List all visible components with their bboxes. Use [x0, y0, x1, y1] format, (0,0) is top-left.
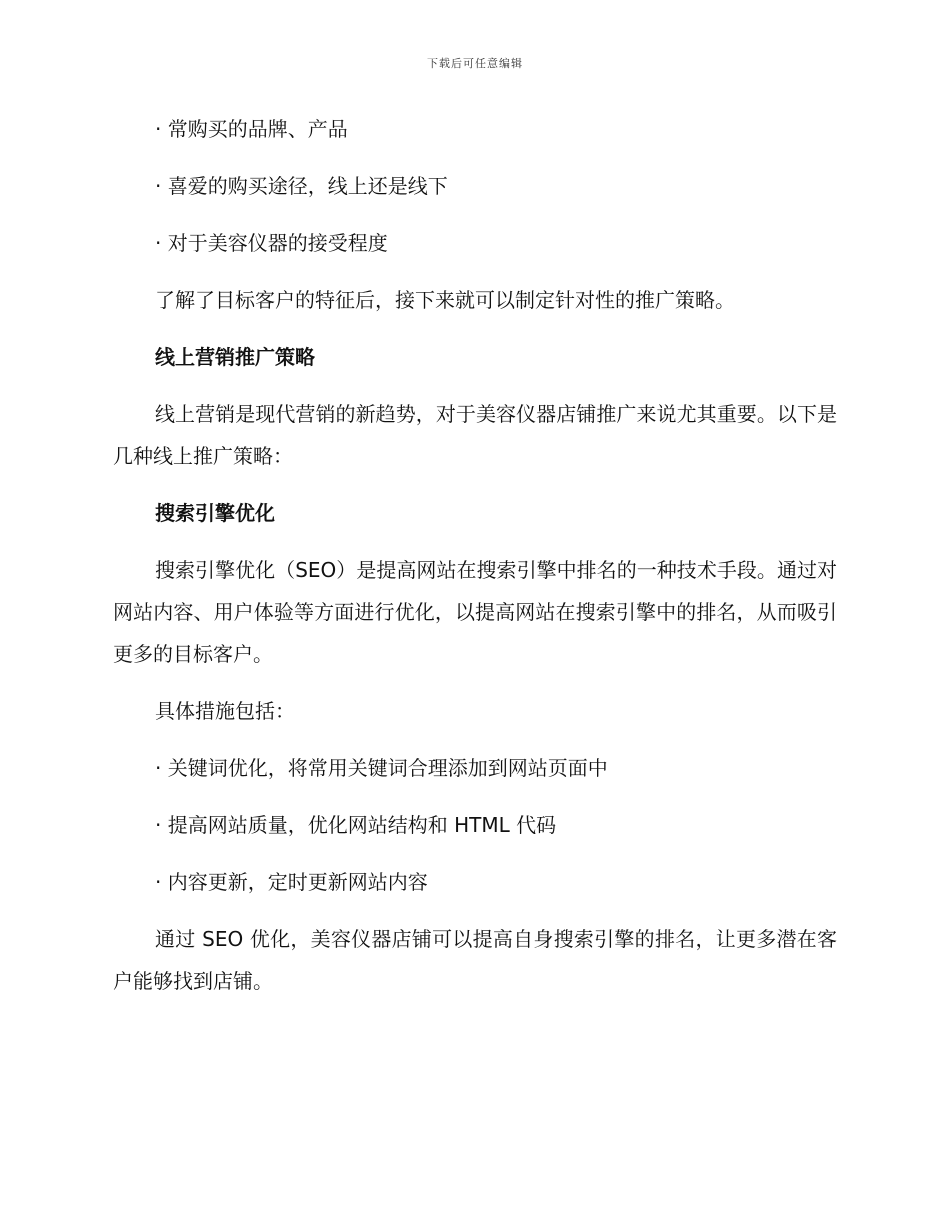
- bullet-acceptance: · 对于美容仪器的接受程度: [155, 231, 388, 255]
- paragraph-online-marketing: 线上营销是现代营销的新趋势，对于美容仪器店铺推广来说尤其重要。以下是几种线上推广策略：: [113, 402, 837, 468]
- paragraph-customer-strategy: 了解了目标客户的特征后，接下来就可以制定针对性的推广策略。: [155, 288, 735, 312]
- bullet-keyword-optimization: · 关键词优化，将常用关键词合理添加到网站页面中: [155, 756, 608, 780]
- header-note: 下载后可任意编辑: [427, 57, 523, 70]
- paragraph-seo: 搜索引擎优化（SEO）是提高网站在搜索引擎中排名的一种技术手段。通过对网站内容、用户体验等方面进行优化，以提高网站在搜索引擎中的排名，从而吸引更多的目标客户。: [113, 558, 837, 666]
- measures-intro: 具体措施包括：: [155, 699, 295, 723]
- document-body: [113, 108, 837, 1002]
- bullet-brand-product: · 常购买的品牌、产品: [155, 117, 348, 141]
- paragraph-seo-conclusion: 通过 SEO 优化，美容仪器店铺可以提高自身搜索引擎的排名，让更多潜在客户能够找到店铺。: [113, 927, 837, 993]
- heading-online-marketing: 线上营销推广策略: [155, 345, 315, 369]
- bullet-site-quality: · 提高网站质量，优化网站结构和 HTML 代码: [155, 813, 557, 837]
- bullet-content-update: · 内容更新，定时更新网站内容: [155, 870, 428, 894]
- heading-seo: 搜索引擎优化: [155, 501, 275, 525]
- bullet-purchase-channel: · 喜爱的购买途径，线上还是线下: [155, 174, 448, 198]
